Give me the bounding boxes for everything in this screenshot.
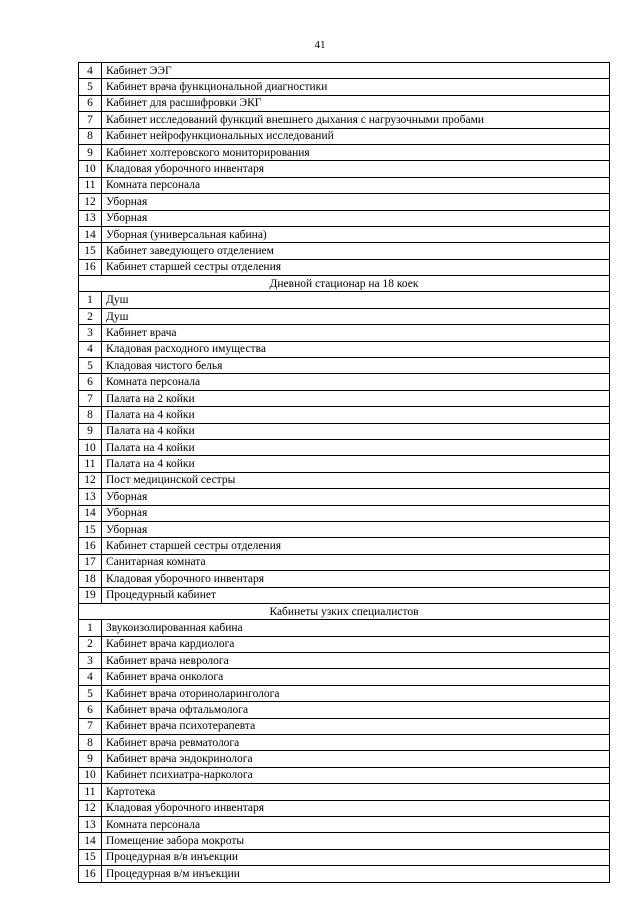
room-name: Кабинет врача ревматолога bbox=[102, 735, 610, 751]
table-row bbox=[79, 685, 610, 701]
table-row bbox=[79, 833, 610, 849]
table-row bbox=[79, 128, 610, 144]
row-number: 5 bbox=[79, 79, 102, 95]
room-name: Кладовая уборочного инвентаря bbox=[102, 161, 610, 177]
row-number: 9 bbox=[79, 423, 102, 439]
table-row bbox=[79, 505, 610, 521]
room-name: Кабинет нейрофункциональных исследований bbox=[102, 128, 610, 144]
table-row bbox=[79, 538, 610, 554]
room-name: Процедурная в/м инъекции bbox=[102, 866, 610, 882]
row-number: 14 bbox=[79, 505, 102, 521]
room-name: Кабинет врача офтальмолога bbox=[102, 702, 610, 718]
row-number: 9 bbox=[79, 144, 102, 160]
row-number: 8 bbox=[79, 735, 102, 751]
room-name: Звукоизолированная кабина bbox=[102, 620, 610, 636]
row-number: 16 bbox=[79, 259, 102, 275]
room-name: Кабинет врача психотерапевта bbox=[102, 718, 610, 734]
room-name: Уборная bbox=[102, 194, 610, 210]
room-name: Душ bbox=[102, 308, 610, 324]
table-row bbox=[79, 866, 610, 882]
table-row bbox=[79, 308, 610, 324]
room-name: Уборная bbox=[102, 489, 610, 505]
row-number: 1 bbox=[79, 292, 102, 308]
row-number: 15 bbox=[79, 849, 102, 865]
row-number: 9 bbox=[79, 751, 102, 767]
section-header-row bbox=[79, 276, 610, 292]
room-name: Кабинет холтеровского мониторирования bbox=[102, 144, 610, 160]
table-row bbox=[79, 784, 610, 800]
room-name: Помещение забора мокроты bbox=[102, 833, 610, 849]
row-number: 2 bbox=[79, 308, 102, 324]
row-number: 10 bbox=[79, 161, 102, 177]
room-name: Кабинет врача оториноларинголога bbox=[102, 685, 610, 701]
room-name: Кабинет старшей сестры отделения bbox=[102, 259, 610, 275]
table-row bbox=[79, 325, 610, 341]
room-name: Кабинет врача функциональной диагностики bbox=[102, 79, 610, 95]
table-row bbox=[79, 292, 610, 308]
table-row bbox=[79, 144, 610, 160]
room-name: Картотека bbox=[102, 784, 610, 800]
table-row bbox=[79, 636, 610, 652]
room-name: Палата на 4 койки bbox=[102, 423, 610, 439]
row-number: 10 bbox=[79, 439, 102, 455]
row-number: 1 bbox=[79, 620, 102, 636]
row-number: 7 bbox=[79, 390, 102, 406]
table-row bbox=[79, 653, 610, 669]
row-number: 19 bbox=[79, 587, 102, 603]
row-number: 8 bbox=[79, 128, 102, 144]
table-row bbox=[79, 620, 610, 636]
room-name: Комната персонала bbox=[102, 177, 610, 193]
row-number: 5 bbox=[79, 358, 102, 374]
table-row bbox=[79, 800, 610, 816]
room-name: Палата на 2 койки bbox=[102, 390, 610, 406]
row-number: 12 bbox=[79, 800, 102, 816]
room-name: Комната персонала bbox=[102, 374, 610, 390]
room-name: Душ bbox=[102, 292, 610, 308]
table-row bbox=[79, 358, 610, 374]
table-row bbox=[79, 456, 610, 472]
table-row bbox=[79, 423, 610, 439]
room-name: Санитарная комната bbox=[102, 554, 610, 570]
row-number: 8 bbox=[79, 407, 102, 423]
table-row bbox=[79, 79, 610, 95]
room-name: Кабинет заведующего отделением bbox=[102, 243, 610, 259]
table-row bbox=[79, 702, 610, 718]
table-row bbox=[79, 439, 610, 455]
table-row bbox=[79, 390, 610, 406]
table-row bbox=[79, 571, 610, 587]
room-name: Палата на 4 койки bbox=[102, 456, 610, 472]
table-row bbox=[79, 112, 610, 128]
row-number: 12 bbox=[79, 472, 102, 488]
row-number: 5 bbox=[79, 685, 102, 701]
room-name: Кабинет ЭЭГ bbox=[102, 63, 610, 79]
room-name: Пост медицинской сестры bbox=[102, 472, 610, 488]
table-row bbox=[79, 554, 610, 570]
room-name: Палата на 4 койки bbox=[102, 439, 610, 455]
table-row bbox=[79, 521, 610, 537]
row-number: 18 bbox=[79, 571, 102, 587]
table-row bbox=[79, 489, 610, 505]
rooms-table-body bbox=[79, 63, 610, 883]
row-number: 4 bbox=[79, 63, 102, 79]
table-row bbox=[79, 194, 610, 210]
table-row bbox=[79, 669, 610, 685]
room-name: Кабинет врача невролога bbox=[102, 653, 610, 669]
table-row bbox=[79, 259, 610, 275]
room-name: Комната персонала bbox=[102, 816, 610, 832]
room-name: Кладовая уборочного инвентаря bbox=[102, 800, 610, 816]
room-name: Уборная (универсальная кабина) bbox=[102, 226, 610, 242]
table-row bbox=[79, 177, 610, 193]
room-name: Кабинет врача эндокринолога bbox=[102, 751, 610, 767]
table-row bbox=[79, 767, 610, 783]
page-number: 41 bbox=[314, 39, 326, 51]
room-name: Кладовая чистого белья bbox=[102, 358, 610, 374]
section-title: Дневной стационар на 18 коек bbox=[79, 276, 610, 292]
row-number: 11 bbox=[79, 456, 102, 472]
table-row bbox=[79, 374, 610, 390]
row-number: 3 bbox=[79, 325, 102, 341]
table-row bbox=[79, 243, 610, 259]
row-number: 11 bbox=[79, 784, 102, 800]
row-number: 7 bbox=[79, 112, 102, 128]
row-number: 6 bbox=[79, 374, 102, 390]
room-name: Кабинет врача онколога bbox=[102, 669, 610, 685]
room-name: Кабинет для расшифровки ЭКГ bbox=[102, 95, 610, 111]
row-number: 6 bbox=[79, 702, 102, 718]
section-title: Кабинеты узких специалистов bbox=[79, 603, 610, 619]
room-name: Уборная bbox=[102, 521, 610, 537]
room-name: Процедурный кабинет bbox=[102, 587, 610, 603]
row-number: 13 bbox=[79, 210, 102, 226]
table-row bbox=[79, 718, 610, 734]
table-row bbox=[79, 95, 610, 111]
room-name: Уборная bbox=[102, 505, 610, 521]
row-number: 15 bbox=[79, 243, 102, 259]
table-row bbox=[79, 341, 610, 357]
rooms-table bbox=[78, 62, 610, 883]
row-number: 6 bbox=[79, 95, 102, 111]
row-number: 11 bbox=[79, 177, 102, 193]
room-name: Кабинет психиатра-нарколога bbox=[102, 767, 610, 783]
room-name: Процедурная в/в инъекции bbox=[102, 849, 610, 865]
row-number: 17 bbox=[79, 554, 102, 570]
room-name: Кабинет исследований функций внешнего дыхания с нагрузочными пробами bbox=[102, 112, 610, 128]
row-number: 15 bbox=[79, 521, 102, 537]
room-name: Кабинет врача bbox=[102, 325, 610, 341]
row-number: 3 bbox=[79, 653, 102, 669]
table-row bbox=[79, 472, 610, 488]
row-number: 2 bbox=[79, 636, 102, 652]
row-number: 14 bbox=[79, 226, 102, 242]
room-name: Кладовая уборочного инвентаря bbox=[102, 571, 610, 587]
room-name: Уборная bbox=[102, 210, 610, 226]
section-header-row bbox=[79, 603, 610, 619]
table-row bbox=[79, 63, 610, 79]
row-number: 13 bbox=[79, 489, 102, 505]
room-name: Кабинет врача кардиолога bbox=[102, 636, 610, 652]
row-number: 14 bbox=[79, 833, 102, 849]
table-row bbox=[79, 226, 610, 242]
table-row bbox=[79, 587, 610, 603]
table-row bbox=[79, 161, 610, 177]
table-row bbox=[79, 816, 610, 832]
row-number: 12 bbox=[79, 194, 102, 210]
row-number: 16 bbox=[79, 538, 102, 554]
table-row bbox=[79, 407, 610, 423]
row-number: 4 bbox=[79, 669, 102, 685]
room-name: Палата на 4 койки bbox=[102, 407, 610, 423]
table-row bbox=[79, 751, 610, 767]
row-number: 7 bbox=[79, 718, 102, 734]
row-number: 4 bbox=[79, 341, 102, 357]
table-row bbox=[79, 735, 610, 751]
row-number: 10 bbox=[79, 767, 102, 783]
room-name: Кладовая расходного имущества bbox=[102, 341, 610, 357]
row-number: 13 bbox=[79, 816, 102, 832]
row-number: 16 bbox=[79, 866, 102, 882]
table-row bbox=[79, 849, 610, 865]
room-name: Кабинет старшей сестры отделения bbox=[102, 538, 610, 554]
table-row bbox=[79, 210, 610, 226]
